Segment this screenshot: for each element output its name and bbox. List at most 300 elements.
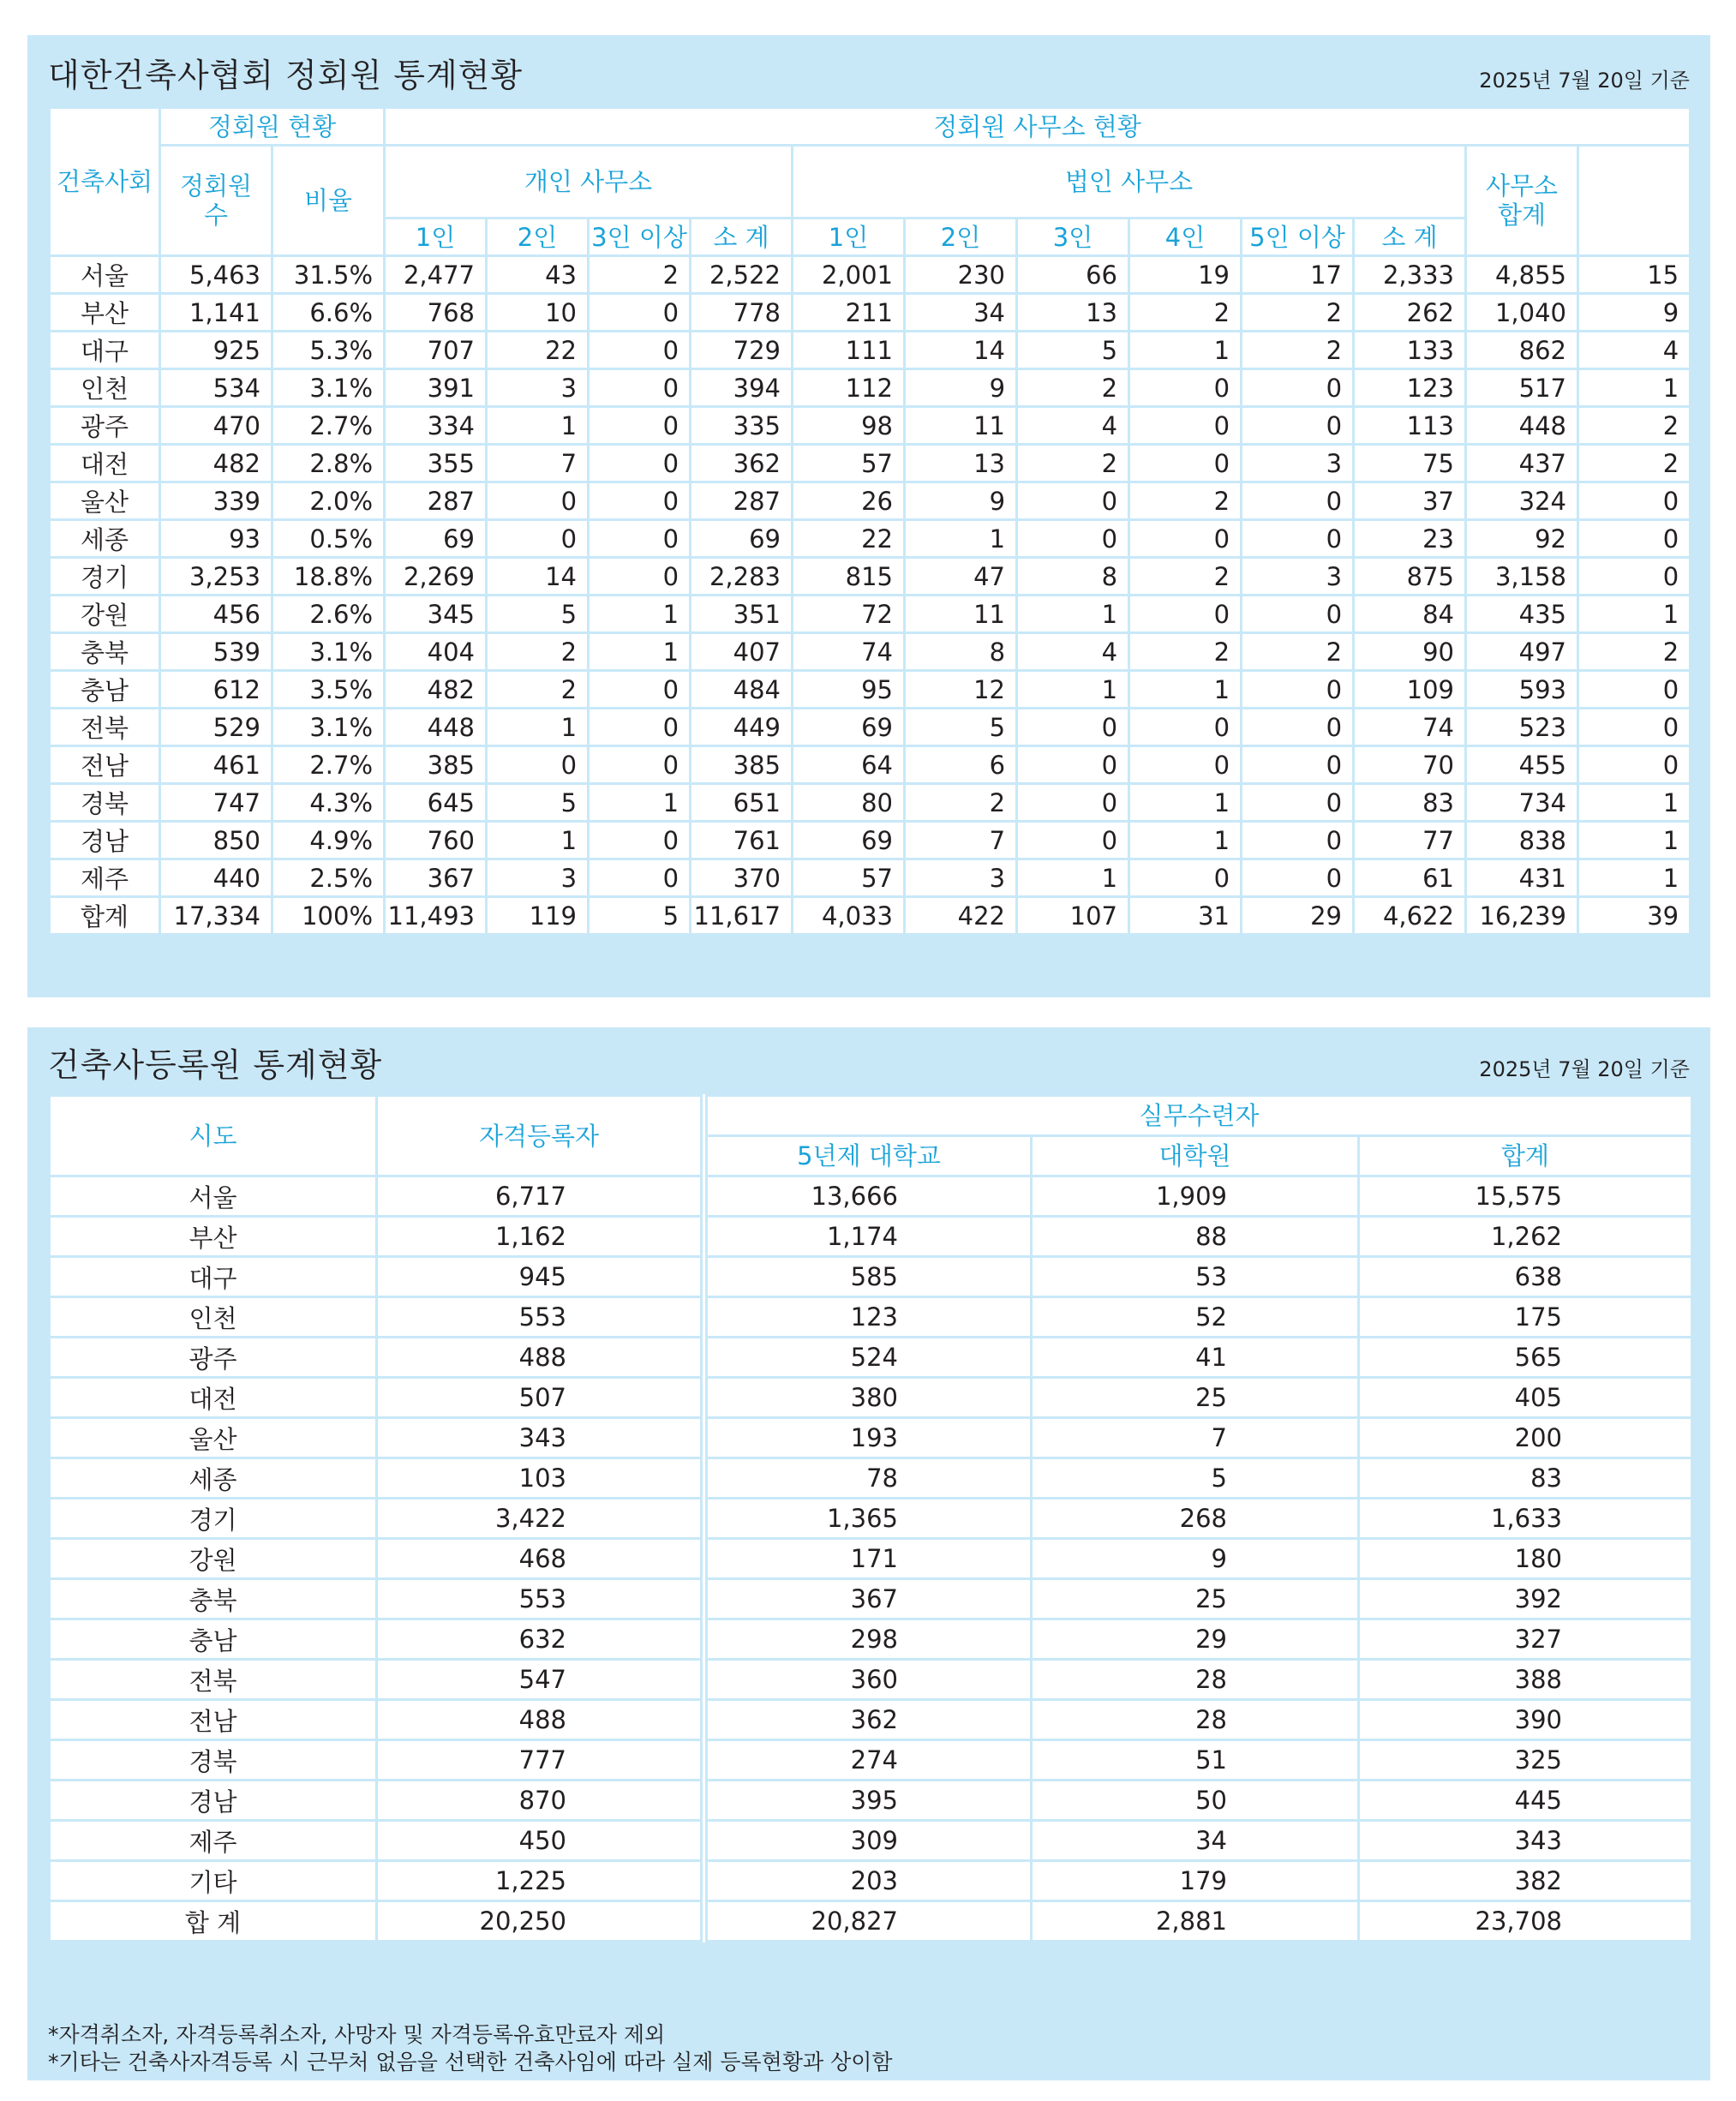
table-row <box>50 1700 1692 1740</box>
table-cell: 343 <box>377 1418 704 1458</box>
table-cell: 5 <box>1032 1458 1359 1499</box>
member-statistics-table <box>48 106 1691 936</box>
table-cell: 324 <box>1466 482 1578 520</box>
header-qualified: 자격등록자 <box>377 1096 704 1176</box>
table-cell: 4,622 <box>1354 897 1466 935</box>
header-corporate-office: 법인 사무소 <box>793 146 1466 218</box>
row-label: 전남 <box>50 1700 377 1740</box>
table-cell: 6 <box>905 746 1017 784</box>
row-label: 충북 <box>50 1579 377 1619</box>
table-cell: 13 <box>905 445 1017 482</box>
member-statistics-title: 대한건축사협회 정회원 통계현황 <box>48 57 524 94</box>
table-cell: 0 <box>589 520 691 558</box>
row-label: 제주 <box>50 1821 377 1861</box>
table-cell: 529 <box>160 709 272 746</box>
row-label: 대전 <box>50 1378 377 1418</box>
header-practical-trainees: 실무수련자 <box>704 1096 1692 1136</box>
table-cell: 3,422 <box>377 1499 704 1539</box>
table-cell: 0 <box>1242 369 1354 407</box>
table-cell: 0 <box>589 369 691 407</box>
table-cell: 193 <box>704 1418 1032 1458</box>
table-cell: 632 <box>377 1619 704 1660</box>
row-label: 대구 <box>50 1257 377 1297</box>
table-cell: 450 <box>377 1821 704 1861</box>
table-cell: 2.5% <box>272 859 385 897</box>
table-cell: 385 <box>385 746 487 784</box>
registrant-statistics-panel <box>27 1027 1710 2080</box>
table-cell: 3.1% <box>272 633 385 671</box>
table-cell: 180 <box>1359 1539 1692 1579</box>
table-row <box>50 822 1691 859</box>
row-label: 광주 <box>50 1338 377 1378</box>
table-row <box>50 1901 1692 1942</box>
row-label: 충북 <box>50 633 160 671</box>
table-cell: 8 <box>1017 558 1129 596</box>
table-cell: 0 <box>1017 709 1129 746</box>
table-cell: 98 <box>793 407 905 445</box>
header-office-status: 정회원 사무소 현황 <box>385 108 1691 146</box>
table-cell: 171 <box>704 1539 1032 1579</box>
table-cell: 133 <box>1354 332 1466 369</box>
table-cell: 0 <box>1129 746 1242 784</box>
table-cell: 2 <box>487 671 589 709</box>
table-row <box>50 558 1691 596</box>
table-cell: 651 <box>691 784 793 822</box>
header-graduate-school: 대학원 <box>1032 1136 1359 1176</box>
table-cell: 17,334 <box>160 897 272 935</box>
table-cell: 2 <box>1017 445 1129 482</box>
row-label: 경기 <box>50 1499 377 1539</box>
table-cell: 2 <box>1578 407 1691 445</box>
table-row <box>50 1579 1692 1619</box>
table-cell: 20,250 <box>377 1901 704 1942</box>
table-cell: 95 <box>793 671 905 709</box>
table-cell: 200 <box>1359 1418 1692 1458</box>
row-label: 부산 <box>50 1217 377 1257</box>
table-cell: 1,162 <box>377 1217 704 1257</box>
table-cell: 394 <box>691 369 793 407</box>
table-cell: 51 <box>1032 1740 1359 1781</box>
table-cell: 5 <box>589 897 691 935</box>
table-cell: 2,881 <box>1032 1901 1359 1942</box>
registrant-statistics-date: 2025년 7월 20일 기준 <box>1479 1057 1690 1081</box>
row-label: 세종 <box>50 1458 377 1499</box>
table-cell: 468 <box>377 1539 704 1579</box>
table-cell: 80 <box>793 784 905 822</box>
table-cell: 0 <box>1242 671 1354 709</box>
table-row <box>50 1499 1692 1539</box>
table-cell: 1,262 <box>1359 1217 1692 1257</box>
table-cell: 1 <box>487 822 589 859</box>
table-cell: 74 <box>793 633 905 671</box>
table-cell: 3 <box>487 369 589 407</box>
table-cell: 437 <box>1466 445 1578 482</box>
table-row <box>50 520 1691 558</box>
table-cell: 2.0% <box>272 482 385 520</box>
row-label: 합 계 <box>50 1901 377 1942</box>
table-cell: 4.3% <box>272 784 385 822</box>
member-statistics-date: 2025년 7월 20일 기준 <box>1479 69 1690 93</box>
table-cell: 4 <box>1578 332 1691 369</box>
table-cell: 343 <box>1359 1821 1692 1861</box>
table-cell: 553 <box>377 1579 704 1619</box>
row-label: 서울 <box>50 1176 377 1217</box>
table-cell: 1 <box>1578 859 1691 897</box>
table-cell: 1,174 <box>704 1217 1032 1257</box>
table-cell: 15 <box>1578 256 1691 294</box>
table-cell: 448 <box>385 709 487 746</box>
table-row <box>50 332 1691 369</box>
table-cell: 10 <box>487 294 589 332</box>
table-cell: 325 <box>1359 1740 1692 1781</box>
table-cell: 41 <box>1032 1338 1359 1378</box>
table-cell: 2 <box>1129 482 1242 520</box>
table-cell: 391 <box>385 369 487 407</box>
table-cell: 22 <box>487 332 589 369</box>
table-cell: 0 <box>1242 746 1354 784</box>
header-corp-subtotal: 소 계 <box>1354 218 1466 256</box>
header-5yr-university: 5년제 대학교 <box>704 1136 1032 1176</box>
table-row <box>50 1297 1692 1338</box>
table-cell: 287 <box>691 482 793 520</box>
table-cell: 15,575 <box>1359 1176 1692 1217</box>
table-cell: 17 <box>1242 256 1354 294</box>
table-row <box>50 633 1691 671</box>
header-society: 건축사회 <box>50 108 160 256</box>
header-corp-1: 1인 <box>793 218 905 256</box>
table-cell: 4,033 <box>793 897 905 935</box>
table-cell: 0 <box>1242 407 1354 445</box>
table-cell: 339 <box>160 482 272 520</box>
table-cell: 392 <box>1359 1579 1692 1619</box>
table-cell: 761 <box>691 822 793 859</box>
table-cell: 405 <box>1359 1378 1692 1418</box>
table-row <box>50 482 1691 520</box>
row-label: 충남 <box>50 1619 377 1660</box>
table-cell: 778 <box>691 294 793 332</box>
table-cell: 395 <box>704 1781 1032 1821</box>
table-cell: 16,239 <box>1466 897 1578 935</box>
table-cell: 0 <box>1578 671 1691 709</box>
table-cell: 547 <box>377 1660 704 1700</box>
table-cell: 517 <box>1466 369 1578 407</box>
table-cell: 103 <box>377 1458 704 1499</box>
table-cell: 0 <box>1578 558 1691 596</box>
table-row <box>50 1176 1692 1217</box>
table-cell: 11 <box>905 407 1017 445</box>
table-cell: 72 <box>793 596 905 633</box>
table-cell: 0 <box>589 822 691 859</box>
table-cell: 268 <box>1032 1499 1359 1539</box>
table-cell: 31 <box>1129 897 1242 935</box>
table-cell: 109 <box>1354 671 1466 709</box>
table-cell: 298 <box>704 1619 1032 1660</box>
table-row <box>50 1740 1692 1781</box>
table-cell: 69 <box>385 520 487 558</box>
table-cell: 862 <box>1466 332 1578 369</box>
table-cell: 274 <box>704 1740 1032 1781</box>
table-cell: 707 <box>385 332 487 369</box>
table-cell: 69 <box>691 520 793 558</box>
table-cell: 3 <box>1242 445 1354 482</box>
row-label: 전남 <box>50 746 160 784</box>
header-office-total: 사무소 합계 <box>1466 146 1578 256</box>
table-cell: 4 <box>1017 633 1129 671</box>
table-cell: 335 <box>691 407 793 445</box>
table-cell: 0 <box>589 558 691 596</box>
row-label: 서울 <box>50 256 160 294</box>
table-cell: 20,827 <box>704 1901 1032 1942</box>
table-cell: 1 <box>1129 332 1242 369</box>
header-corp-4: 4인 <box>1129 218 1242 256</box>
header-member-status: 정회원 현황 <box>160 108 385 146</box>
table-cell: 75 <box>1354 445 1466 482</box>
header-corp-3: 3인 <box>1017 218 1129 256</box>
table-cell: 93 <box>160 520 272 558</box>
table-cell: 2 <box>905 784 1017 822</box>
table-cell: 1 <box>589 633 691 671</box>
table-cell: 0 <box>1017 520 1129 558</box>
table-row <box>50 1619 1692 1660</box>
table-cell: 9 <box>1032 1539 1359 1579</box>
row-label: 인천 <box>50 1297 377 1338</box>
table-row <box>50 1458 1692 1499</box>
table-cell: 1 <box>1017 671 1129 709</box>
table-cell: 2 <box>1242 633 1354 671</box>
row-label: 전북 <box>50 1660 377 1700</box>
table-cell: 612 <box>160 671 272 709</box>
table-cell: 0 <box>1017 482 1129 520</box>
table-cell: 850 <box>160 822 272 859</box>
header-individual-office: 개인 사무소 <box>385 146 793 218</box>
table-cell: 2 <box>1578 633 1691 671</box>
table-row <box>50 445 1691 482</box>
table-cell: 37 <box>1354 482 1466 520</box>
table-cell: 31.5% <box>272 256 385 294</box>
table-cell: 388 <box>1359 1660 1692 1700</box>
table-cell: 0 <box>487 746 589 784</box>
table-cell: 1 <box>1578 822 1691 859</box>
table-cell: 534 <box>160 369 272 407</box>
table-cell: 1 <box>1578 369 1691 407</box>
row-label: 경북 <box>50 1740 377 1781</box>
table-cell: 380 <box>704 1378 1032 1418</box>
table-cell: 34 <box>905 294 1017 332</box>
row-label: 강원 <box>50 596 160 633</box>
table-cell: 8 <box>905 633 1017 671</box>
table-cell: 0 <box>1578 482 1691 520</box>
table-cell: 4.9% <box>272 822 385 859</box>
table-cell: 90 <box>1354 633 1466 671</box>
table-cell: 585 <box>704 1257 1032 1297</box>
table-cell: 3 <box>1242 558 1354 596</box>
table-cell: 2,333 <box>1354 256 1466 294</box>
table-cell: 945 <box>377 1257 704 1297</box>
table-cell: 0 <box>1017 784 1129 822</box>
table-row <box>50 1539 1692 1579</box>
table-cell: 25 <box>1032 1579 1359 1619</box>
table-cell: 0 <box>1129 596 1242 633</box>
table-cell: 1,909 <box>1032 1176 1359 1217</box>
table-cell: 52 <box>1032 1297 1359 1338</box>
table-cell: 47 <box>905 558 1017 596</box>
table-cell: 1 <box>487 407 589 445</box>
table-row <box>50 1378 1692 1418</box>
table-cell: 0 <box>1242 596 1354 633</box>
table-cell: 1 <box>589 596 691 633</box>
table-cell: 5 <box>487 596 589 633</box>
table-cell: 507 <box>377 1378 704 1418</box>
table-cell: 1,141 <box>160 294 272 332</box>
table-cell: 777 <box>377 1740 704 1781</box>
table-cell: 360 <box>704 1660 1032 1700</box>
header-total: 합계 <box>1359 1136 1692 1176</box>
table-cell: 638 <box>1359 1257 1692 1297</box>
table-cell: 367 <box>704 1579 1032 1619</box>
table-cell: 838 <box>1466 822 1578 859</box>
table-cell: 390 <box>1359 1700 1692 1740</box>
header-ind-subtotal: 소 계 <box>691 218 793 256</box>
table-cell: 0 <box>1129 407 1242 445</box>
table-cell: 0 <box>1129 445 1242 482</box>
table-cell: 262 <box>1354 294 1466 332</box>
table-cell: 488 <box>377 1338 704 1378</box>
table-cell: 92 <box>1466 520 1578 558</box>
table-cell: 768 <box>385 294 487 332</box>
table-cell: 19 <box>1129 256 1242 294</box>
table-cell: 0 <box>589 746 691 784</box>
table-cell: 367 <box>385 859 487 897</box>
table-row <box>50 1861 1692 1901</box>
table-cell: 14 <box>487 558 589 596</box>
registrant-statistics-body <box>50 1176 1692 1942</box>
table-cell: 327 <box>1359 1619 1692 1660</box>
table-cell: 362 <box>691 445 793 482</box>
table-cell: 345 <box>385 596 487 633</box>
table-cell: 11 <box>905 596 1017 633</box>
table-cell: 61 <box>1354 859 1466 897</box>
table-cell: 84 <box>1354 596 1466 633</box>
table-cell: 2.8% <box>272 445 385 482</box>
table-cell: 449 <box>691 709 793 746</box>
table-row <box>50 784 1691 822</box>
table-cell: 69 <box>793 822 905 859</box>
table-cell: 3 <box>487 859 589 897</box>
table-cell: 3,158 <box>1466 558 1578 596</box>
row-label: 합계 <box>50 897 160 935</box>
table-cell: 77 <box>1354 822 1466 859</box>
table-cell: 0 <box>1242 784 1354 822</box>
table-cell: 1,365 <box>704 1499 1032 1539</box>
table-row <box>50 897 1691 935</box>
table-cell: 287 <box>385 482 487 520</box>
table-row <box>50 746 1691 784</box>
table-cell: 29 <box>1032 1619 1359 1660</box>
table-cell: 3 <box>905 859 1017 897</box>
table-row <box>50 1660 1692 1700</box>
row-label: 부산 <box>50 294 160 332</box>
table-cell: 309 <box>704 1821 1032 1861</box>
table-cell: 0 <box>1242 822 1354 859</box>
table-cell: 7 <box>487 445 589 482</box>
table-cell: 448 <box>1466 407 1578 445</box>
table-cell: 497 <box>1466 633 1578 671</box>
table-cell: 0 <box>487 520 589 558</box>
table-cell: 12 <box>905 671 1017 709</box>
table-cell: 1 <box>1578 784 1691 822</box>
row-label: 대전 <box>50 445 160 482</box>
row-label: 울산 <box>50 1418 377 1458</box>
table-cell: 539 <box>160 633 272 671</box>
table-cell: 9 <box>905 369 1017 407</box>
table-cell: 39 <box>1578 897 1691 935</box>
table-cell: 2,522 <box>691 256 793 294</box>
table-cell: 925 <box>160 332 272 369</box>
header-ind-3plus: 3인 이상 <box>589 218 691 256</box>
registrant-statistics-table <box>48 1094 1693 1942</box>
row-label: 광주 <box>50 407 160 445</box>
table-cell: 0 <box>1242 520 1354 558</box>
table-cell: 2,001 <box>793 256 905 294</box>
table-cell: 334 <box>385 407 487 445</box>
table-cell: 64 <box>793 746 905 784</box>
table-cell: 2,477 <box>385 256 487 294</box>
table-row <box>50 369 1691 407</box>
table-row <box>50 671 1691 709</box>
table-cell: 9 <box>1578 294 1691 332</box>
table-cell: 4,855 <box>1466 256 1578 294</box>
table-cell: 50 <box>1032 1781 1359 1821</box>
table-cell: 362 <box>704 1700 1032 1740</box>
row-label: 대구 <box>50 332 160 369</box>
table-cell: 431 <box>1466 859 1578 897</box>
table-cell: 211 <box>793 294 905 332</box>
table-cell: 23 <box>1354 520 1466 558</box>
table-cell: 9 <box>905 482 1017 520</box>
table-cell: 5 <box>1017 332 1129 369</box>
table-cell: 0 <box>1017 746 1129 784</box>
table-cell: 112 <box>793 369 905 407</box>
table-cell: 747 <box>160 784 272 822</box>
table-cell: 0 <box>589 294 691 332</box>
table-cell: 0 <box>589 445 691 482</box>
table-cell: 593 <box>1466 671 1578 709</box>
table-cell: 0 <box>589 407 691 445</box>
table-cell: 2 <box>1129 294 1242 332</box>
table-cell: 119 <box>487 897 589 935</box>
table-cell: 53 <box>1032 1257 1359 1297</box>
table-cell: 404 <box>385 633 487 671</box>
table-cell: 2 <box>487 633 589 671</box>
table-row <box>50 1781 1692 1821</box>
table-cell: 3,253 <box>160 558 272 596</box>
table-cell: 0 <box>1578 746 1691 784</box>
table-cell: 0 <box>1129 709 1242 746</box>
table-cell: 57 <box>793 445 905 482</box>
table-cell: 0 <box>1017 822 1129 859</box>
row-label: 강원 <box>50 1539 377 1579</box>
table-cell: 175 <box>1359 1297 1692 1338</box>
table-cell: 83 <box>1359 1458 1692 1499</box>
table-cell: 88 <box>1032 1217 1359 1257</box>
table-cell: 123 <box>704 1297 1032 1338</box>
table-cell: 1,225 <box>377 1861 704 1901</box>
table-cell: 107 <box>1017 897 1129 935</box>
table-cell: 870 <box>377 1781 704 1821</box>
table-cell: 4 <box>1017 407 1129 445</box>
table-cell: 0 <box>589 671 691 709</box>
footnote: *자격취소자, 자격등록취소자, 사망자 및 자격등록유효만료자 제외 <box>48 2022 666 2047</box>
